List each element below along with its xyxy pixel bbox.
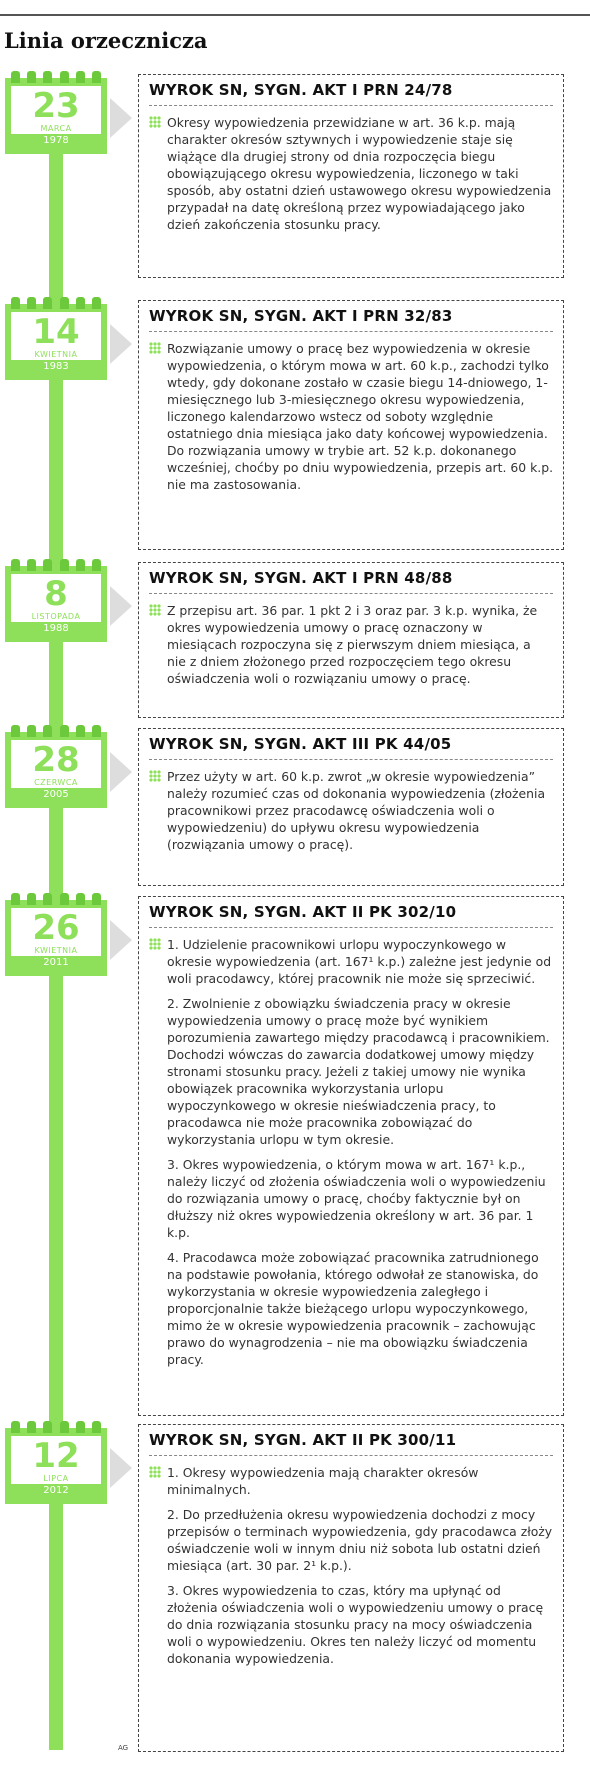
case-title: WYROK SN, SYGN. AKT I PRN 24/78 <box>149 81 553 106</box>
bullet-grid-icon <box>149 116 161 128</box>
date-day: 28 <box>32 740 80 780</box>
date-year: 1988 <box>11 622 101 636</box>
ruling-card <box>138 896 564 1416</box>
date-day: 8 <box>44 574 68 614</box>
case-title: WYROK SN, SYGN. AKT II PK 302/10 <box>149 903 553 928</box>
pointer-arrow-icon <box>110 1448 132 1488</box>
date-month: CZERWCA <box>34 778 78 787</box>
bullet-grid-icon <box>149 938 161 950</box>
ruling-card <box>138 74 564 278</box>
calendar-icon <box>5 304 107 380</box>
bullet-grid-icon <box>149 770 161 782</box>
ruling-paragraph: 3. Okres wypowiedzenia to czas, który ma upłynąć od złożenia oświadczenia woli o wypowiedzeniu umowy o pracę do dnia rozwiązania stosunku pracy na mocy oświadczenia woli o wypowiedzeniu. Okres ten należy liczyć od momentu dokonania wypowiedzenia. <box>167 1583 544 1666</box>
date-day: 12 <box>32 1436 80 1476</box>
calendar-icon <box>5 566 107 642</box>
ruling-paragraph: 2. Zwolnienie z obowiązku świadczenia pracy w okresie wypowiedzenia umowy o pracę może być wynikiem porozumienia zawartego między pracodawcą i pracownikiem. Dochodzi wówczas do zawarcia dodatkowej umowy między stronami stosunku pracy. Jeżeli z takiej umowy nie wynika obowiązek pracownika wykorzystania urlopu wypoczynkowego w okresie nieświadczenia pracy, to pracodawca nie może pracownika zobowiązać do wykorzystania urlopu w tym okresie. <box>167 996 550 1147</box>
ruling-paragraph: Z przepisu art. 36 par. 1 pkt 2 i 3 oraz par. 3 k.p. wynika, że okres wypowiedzenia umowy o pracę oznaczony w miesiącach rozpoczyna się z pierwszym dniem miesiąca, a nie z dniem złożonego przed rozpoczęciem tego okresu oświadczenia woli o rozwiązaniu umowy o pracę. <box>167 603 538 686</box>
ruling-paragraph: Rozwiązanie umowy o pracę bez wypowiedzenia w okresie wypowiedzenia, o którym mowa w art. 60 k.p., zachodzi tylko wtedy, gdy dokonane zostało w czasie biegu 14-dniowego, 1-miesięcznego lub 3-miesięcznego okresu wypowiedzenia, liczonego kalendarzowo wstecz od soboty względnie ostatniego dnia miesiąca jako daty końcowej wypowiedzenia. Do rozwiązania umowy w trybie art. 52 k.p. dokonanego wcześniej, choćby po dniu wypowiedzenia, przepis art. 60 k.p. nie ma zastosowania. <box>167 341 554 492</box>
calendar-icon <box>5 78 107 154</box>
date-year: 2005 <box>11 788 101 802</box>
bullet-grid-icon <box>149 604 161 616</box>
date-year: 2012 <box>11 1484 101 1498</box>
date-month: KWIETNIA <box>34 350 78 359</box>
ruling-text <box>149 114 553 233</box>
case-title: WYROK SN, SYGN. AKT I PRN 48/88 <box>149 569 553 594</box>
calendar-icon <box>5 732 107 808</box>
date-month: KWIETNIA <box>34 946 78 955</box>
pointer-arrow-icon <box>110 752 132 792</box>
calendar-icon <box>5 900 107 976</box>
ruling-text <box>149 768 553 853</box>
date-day: 26 <box>32 908 80 948</box>
ruling-paragraph: 2. Do przedłużenia okresu wypowiedzenia dochodzi z mocy przepisów o terminach wypowiedzenia, gdy pracodawca złoży oświadczenie woli w innym dniu niż sobota lub ostatni dzień miesiąca (art. 30 par. 2¹ k.p.). <box>167 1507 553 1573</box>
pointer-arrow-icon <box>110 324 132 364</box>
case-title: WYROK SN, SYGN. AKT I PRN 32/83 <box>149 307 553 332</box>
ruling-text <box>149 936 553 1368</box>
ruling-card <box>138 728 564 886</box>
ruling-card <box>138 562 564 718</box>
author-credit: AG <box>118 1744 129 1752</box>
ruling-paragraph: 1. Udzielenie pracownikowi urlopu wypoczynkowego w okresie wypowiedzenia (art. 167¹ k.p.) zależne jest jedynie od woli pracodawcy, której pracownik nie może się sprzeciwić. <box>167 937 552 986</box>
ruling-card <box>138 1424 564 1752</box>
date-year: 1978 <box>11 134 101 148</box>
date-year: 2011 <box>11 956 101 970</box>
ruling-paragraph: Okresy wypowiedzenia przewidziane w art. 36 k.p. mają charakter okresów sztywnych i wypowiedzenie staje się wiążące dla drugiej strony od dnia rozpoczęcia biegu obowiązującego okresu wypowiedzenia, liczonego w taki sposób, aby ostatni dzień ustawowego okresu wypowiedzenia przypadał na datę określoną przez wypowiadającego jako dzień zakończenia stosunku pracy. <box>167 115 552 232</box>
ruling-paragraph: 1. Okresy wypowiedzenia mają charakter okresów minimalnych. <box>167 1465 479 1497</box>
ruling-paragraph: 4. Pracodawca może zobowiązać pracownika zatrudnionego na podstawie powołania, którego odwołał ze stanowiska, do wykorzystania w okresie wypowiedzenia zaległego i proporcjonalnie także bieżącego urlopu wypoczynkowego, mimo że w okresie wypowiedzenia pracownik – zachowując prawo do wynagrodzenia – nie ma obowiązku świadczenia pracy. <box>167 1250 539 1367</box>
date-month: MARCA <box>40 124 72 133</box>
date-day: 23 <box>32 86 80 126</box>
calendar-icon <box>5 1428 107 1504</box>
ruling-text <box>149 340 553 493</box>
date-year: 1983 <box>11 360 101 374</box>
top-rule <box>0 14 590 16</box>
ruling-text <box>149 1464 553 1667</box>
bullet-grid-icon <box>149 342 161 354</box>
ruling-paragraph: 3. Okres wypowiedzenia, o którym mowa w art. 167¹ k.p., należy liczyć od złożenia oświadczenia woli o wypowiedzeniu do rozwiązania umowy o pracę, choćby faktycznie był on dłuższy niż okres wypowiedzenia określony w art. 36 par. 1 k.p. <box>167 1157 546 1240</box>
date-month: LISTOPADA <box>31 612 81 621</box>
date-month: LIPCA <box>43 1474 69 1483</box>
pointer-arrow-icon <box>110 98 132 138</box>
pointer-arrow-icon <box>110 920 132 960</box>
ruling-paragraph: Przez użyty w art. 60 k.p. zwrot „w okresie wypowiedzenia” należy rozumieć czas od dokonania wypowiedzenia (złożenia pracownikowi przez pracodawcę oświadczenia woli o wypowiedzeniu) do upływu okresu wypowiedzenia (rozwiązania umowy o pracę). <box>167 769 546 852</box>
pointer-arrow-icon <box>110 586 132 626</box>
case-title: WYROK SN, SYGN. AKT III PK 44/05 <box>149 735 553 760</box>
page-title: Linia orzecznicza <box>4 28 208 53</box>
ruling-text <box>149 602 553 687</box>
date-day: 14 <box>32 312 80 352</box>
ruling-card <box>138 300 564 550</box>
bullet-grid-icon <box>149 1466 161 1478</box>
case-title: WYROK SN, SYGN. AKT II PK 300/11 <box>149 1431 553 1456</box>
